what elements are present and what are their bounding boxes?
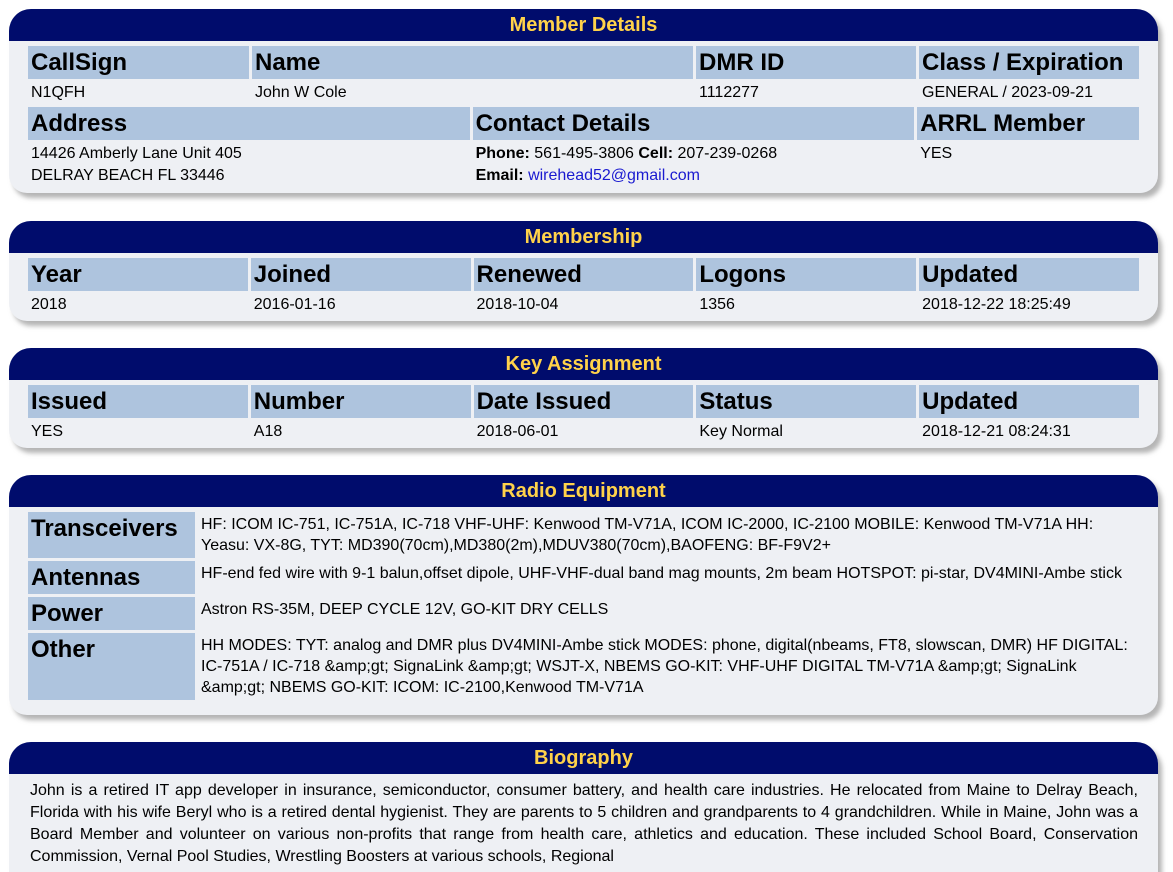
class-expiration-value: GENERAL / 2023-09-21 xyxy=(922,84,1094,101)
status-value: Key Normal xyxy=(699,423,783,440)
biography-title: Biography xyxy=(9,742,1158,774)
header-key-updated: Updated xyxy=(919,385,1139,418)
cell-label: Cell: xyxy=(638,145,674,162)
year-value: 2018 xyxy=(31,296,67,313)
header-issued: Issued xyxy=(28,385,248,418)
address-line-1: 14426 Amberly Lane Unit 405 xyxy=(31,145,242,162)
membership-table xyxy=(25,255,1142,319)
page-heading-cutoff xyxy=(0,0,1173,2)
antennas-label: Antennas xyxy=(28,561,195,594)
email-link[interactable]: wirehead52@gmail.com xyxy=(528,167,700,184)
renewed-value: 2018-10-04 xyxy=(476,296,559,313)
address-cell xyxy=(28,143,470,187)
power-label: Power xyxy=(28,597,195,630)
dmr-id-value: 1112277 xyxy=(699,84,759,101)
header-callsign: CallSign xyxy=(28,46,249,79)
address-line-2: DELRAY BEACH FL 33446 xyxy=(31,167,225,184)
membership-panel xyxy=(9,221,1158,321)
transceivers-value: HF: ICOM IC-751, IC-751A, IC-718 VHF-UHF: Kenwood TM-V71A, ICOM IC-2000, IC-2100 MOBILE: Kenwood TM-V71A HH: Yeasu: VX-8G, TYT: MD390(70cm),MD380(2m),MDUV380(70cm),BAOFENG: BF-F9V2+ xyxy=(201,516,1094,554)
number-value: A18 xyxy=(253,423,283,440)
key-assignment-panel xyxy=(9,348,1158,448)
header-joined: Joined xyxy=(251,258,471,291)
header-class-expiration: Class / Expiration xyxy=(919,46,1139,79)
member-details-panel xyxy=(9,9,1158,193)
email-label: Email: xyxy=(475,167,524,184)
name-value: John W Cole xyxy=(255,84,347,101)
header-arrl-member: ARRL Member xyxy=(917,107,1139,140)
date-issued-value: 2018-06-01 xyxy=(476,423,559,440)
email-line xyxy=(476,165,912,187)
header-name: Name xyxy=(252,46,693,79)
radio-equipment-title: Radio Equipment xyxy=(9,475,1158,507)
updated-value: 2018-12-22 18:25:49 xyxy=(922,296,1071,313)
membership-title: Membership xyxy=(9,221,1158,253)
header-number: Number xyxy=(251,385,471,418)
radio-equipment-panel xyxy=(9,475,1158,715)
phone-value: 561-495-3806 xyxy=(534,145,634,162)
header-dmr-id: DMR ID xyxy=(696,46,916,79)
contact-cell xyxy=(473,143,915,187)
member-details-title: Member Details xyxy=(9,9,1158,41)
biography-text: John is a retired IT app developer in insurance, semiconductor, consumer battery, and health care industries. He relocated from Maine to Delray Beach, Florida with his wife Beryl who is a retired dental hygienist. They are parents to 5 children and grandparents to 4 grandchildren. While in Maine, John was a Board Member and volunteer on various non-profits that range from health care, athletics and education. These included School Board, Conservation Commission, Vernal Pool Studies, Wrestling Boosters at various schools, Regional xyxy=(30,782,1138,865)
transceivers-label: Transceivers xyxy=(28,512,195,558)
header-logons: Logons xyxy=(696,258,916,291)
callsign-value: N1QFH xyxy=(31,84,86,101)
biography-panel xyxy=(9,742,1158,872)
antennas-value: HF-end fed wire with 9-1 balun,offset dipole, UHF-VHF-dual band mag mounts, 2m beam HOTSPOT: pi-star, DV4MINI-Ambe stick xyxy=(201,565,1122,582)
other-label: Other xyxy=(28,633,195,700)
member-details-table xyxy=(25,43,1142,107)
key-assignment-table xyxy=(25,382,1142,446)
joined-value: 2016-01-16 xyxy=(253,296,336,313)
header-updated: Updated xyxy=(919,258,1139,291)
key-updated-value: 2018-12-21 08:24:31 xyxy=(922,423,1071,440)
cell-value: 207-239-0268 xyxy=(677,145,778,162)
logons-value: 1356 xyxy=(699,296,735,313)
radio-equipment-table xyxy=(25,509,1142,703)
power-value: Astron RS-35M, DEEP CYCLE 12V, GO-KIT DRY CELLS xyxy=(201,601,609,618)
key-assignment-title: Key Assignment xyxy=(9,348,1158,380)
header-renewed: Renewed xyxy=(474,258,694,291)
header-contact-details: Contact Details xyxy=(473,107,915,140)
arrl-member-value: YES xyxy=(920,145,953,162)
phone-line xyxy=(476,143,912,165)
header-address: Address xyxy=(28,107,470,140)
other-value: HH MODES: TYT: analog and DMR plus DV4MINI-Ambe stick MODES: phone, digital(nbeams, FT8, slowscan, DMR) HF DIGITAL: IC-751A / IC-718 &amp;gt; SignaLink &amp;gt; WSJT-X, NBEMS GO-KIT: VHF-UHF DIGITAL TM-V71A &amp;gt; SignaLink &amp;gt; NBEMS GO-KIT: ICOM: IC-2100,Kenwood TM-V71A xyxy=(201,637,1128,696)
header-year: Year xyxy=(28,258,248,291)
member-contact-table xyxy=(25,104,1142,190)
phone-label: Phone: xyxy=(475,145,530,162)
header-status: Status xyxy=(696,385,916,418)
issued-value: YES xyxy=(31,423,64,440)
header-date-issued: Date Issued xyxy=(474,385,694,418)
